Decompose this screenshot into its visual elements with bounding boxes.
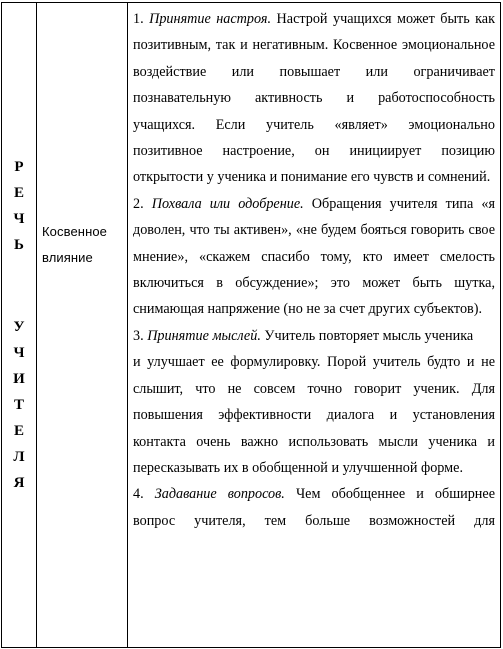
item-3 (133, 323, 495, 349)
letter: Р (14, 159, 24, 175)
document-table (1, 2, 501, 648)
item-text: Обращения учителя типа «я доволен, что ты активен», «не будем бояться говорить свое мнение», «скажем спасибо тому, кто имеет смелость включиться в обсуждение»; это может быть шутка, снимающая напряжение (но не за счет других субъектов). (133, 195, 496, 318)
letter: Ч (13, 345, 25, 361)
letter: Е (13, 423, 24, 439)
item-title: Задавание вопросов. (154, 486, 285, 503)
item-2 (133, 191, 495, 323)
item-number: 1. (133, 11, 144, 27)
item-number: 3. (133, 327, 144, 344)
item-title: Принятие мыслей. (147, 327, 261, 344)
item-text: Настрой учащихся может быть как позитивным, так и негативным. Косвенное эмоциональное воздействие или повышает или ограничивает познавательную активность и работоспособность учащихся. Если учитель «являет» эмоционально позитивное настроение, он инициирует позицию открытости у ученика и понимание его чувств и сомнений. (133, 11, 495, 186)
letter: Ь (14, 237, 24, 253)
table-row (2, 3, 501, 648)
letter: У (13, 319, 25, 335)
vertical-label-cell (2, 3, 37, 648)
category-cell (37, 3, 128, 648)
letter-gap (2, 258, 36, 314)
letter: И (13, 371, 25, 387)
item-number: 2. (133, 195, 144, 212)
vertical-label (2, 154, 36, 496)
item-4 (133, 481, 495, 534)
item-text: Учитель повторяет мысль ученика (260, 327, 474, 344)
letter: Е (13, 185, 24, 201)
letter: Я (13, 475, 25, 491)
item-text: Чем обобщеннее и обширнее вопрос учителя, тем больше возможностей для (133, 486, 495, 529)
letter: Л (13, 449, 25, 465)
item-1 (133, 6, 495, 191)
item-title: Похвала или одобрение. (151, 195, 304, 212)
letter: Т (13, 397, 24, 413)
item-title: Принятие настроя. (149, 11, 272, 27)
item-number: 4. (133, 486, 144, 503)
content-body (128, 3, 500, 534)
letter: Ч (13, 211, 25, 227)
item-3-continuation: и улучшает ее формулировку. Порой учитель будто и не слышит, что не совсем точно говорит ученик. Для повышения эффективности диалога и установления контакта очень важно использовать мысли ученика и пересказывать их в обобщенной и улучшенной форме. (133, 354, 495, 476)
content-cell (128, 3, 501, 648)
category-label: Косвенное влияние (42, 224, 108, 265)
